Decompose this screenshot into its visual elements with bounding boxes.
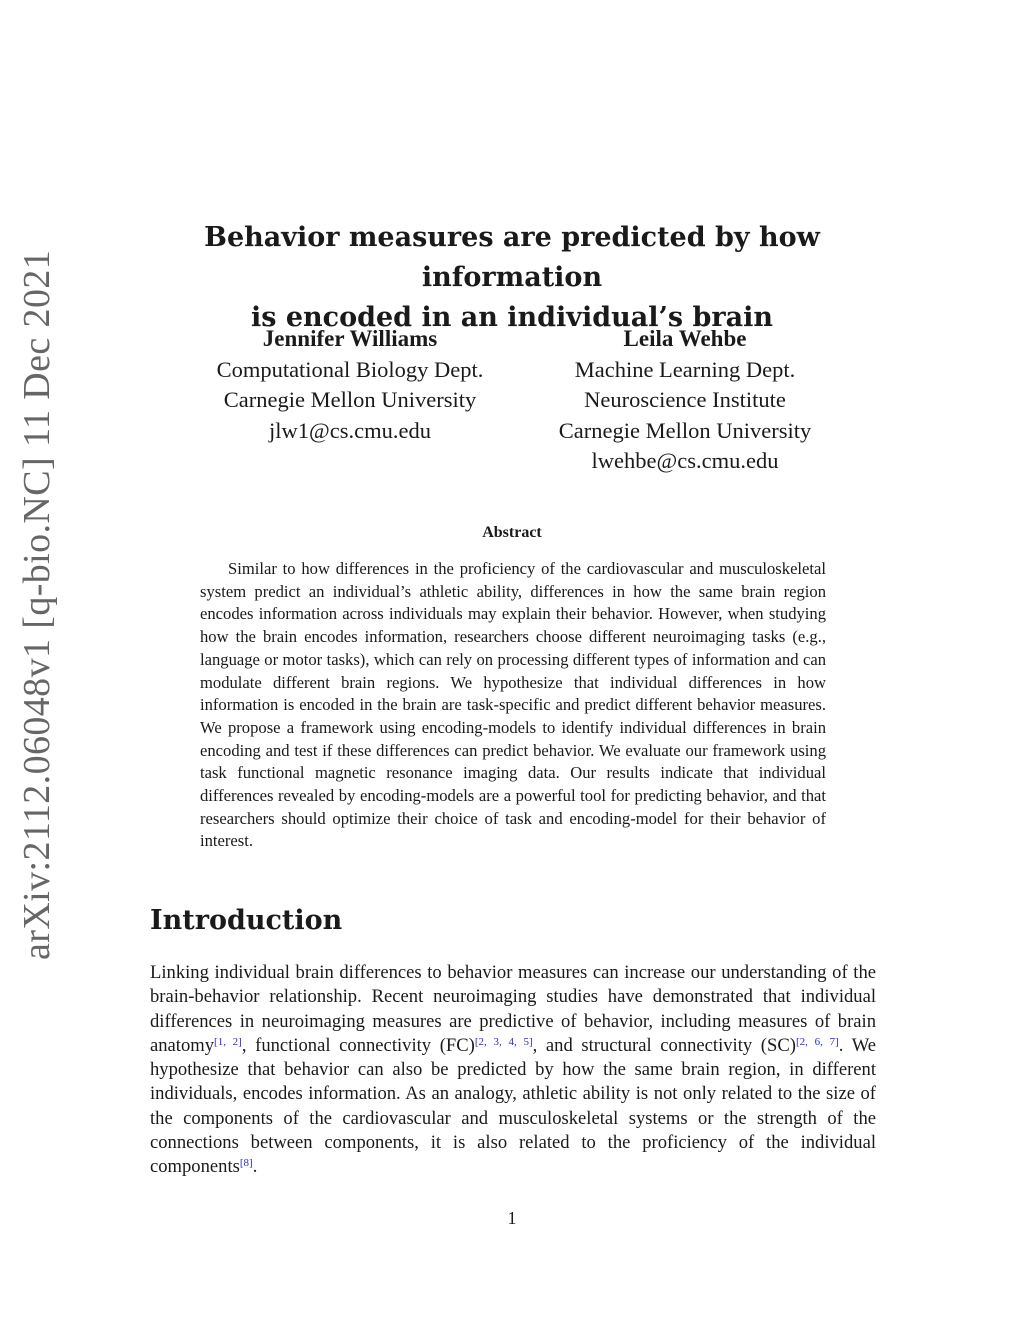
title-line-1: Behavior measures are predicted by how information [204, 222, 820, 293]
intro-text: . We hypothesize that behavior can also be predicted by how the same brain region, in different individuals, encodes information. As an analogy, athletic ability is not only related to the size of the components of the cardiovascular and musculoskeletal systems or the strength of the connections between components, it is also related to the proficiency of the individual components [150, 1034, 877, 1178]
section-heading-introduction: Introduction [150, 905, 343, 936]
introduction-paragraph [150, 961, 876, 1180]
author-email: jlw1@cs.cmu.edu [269, 417, 431, 443]
arxiv-stamp: arXiv:2112.06048v1 [q-bio.NC] 11 Dec 2021 [16, 249, 58, 960]
author-affiliation: Carnegie Mellon University [558, 417, 812, 443]
author-affiliation: Computational Biology Dept. [216, 356, 484, 382]
author-name: Jennifer Williams [262, 326, 438, 351]
author-affiliation: Carnegie Mellon University [223, 387, 477, 412]
citation-link[interactable]: [2, 3, 4, 5] [474, 1035, 533, 1048]
intro-text: , and structural connectivity (SC) [532, 1034, 796, 1056]
citation-link[interactable]: [1, 2] [214, 1035, 242, 1048]
citation-link[interactable]: [8] [239, 1157, 253, 1170]
author-name: Leila Wehbe [623, 326, 747, 351]
paper-title [130, 218, 894, 338]
abstract-heading: Abstract [482, 524, 542, 541]
author-block-2 [525, 324, 845, 477]
page-number: 1 [507, 1208, 517, 1228]
title-line-2: is encoded in an individual’s brain [251, 302, 773, 333]
author-affiliation: Machine Learning Dept. [574, 356, 796, 382]
author-affiliation: Neuroscience Institute [584, 387, 786, 412]
citation-link[interactable]: [2, 6, 7] [795, 1035, 839, 1048]
intro-text: Linking individual brain differences to behavior measures can increase our understanding of the brain-behavior relationship. Recent neuroimaging studies have demonstrated that individual differences in neuroimaging measures are predictive of behavior, including measures of brain anatomy [150, 962, 876, 1056]
author-email: lwehbe@cs.cmu.edu [591, 448, 779, 473]
abstract-text: Similar to how differences in the proficiency of the cardiovascular and musculoskeletal system predict an individual’s athletic ability, differences in how the same brain region encodes information across individuals may explain their behavior. However, when studying how the brain encodes information, researchers choose different neuroimaging tasks (e.g., language or motor tasks), which can rely on processing different types of information and can modulate different brain regions. We hypothesize that individual differences in how information is encoded in the brain are task-specific and predict different behavior measures. We propose a framework using encoding-models to identify individual differences in brain encoding and test if these differences can predict behavior. We evaluate our framework using task functional magnetic resonance imaging data. Our results indicate that individual differences revealed by encoding-models are a powerful tool for predicting behavior, and that researchers should optimize their choice of task and encoding-model for their behavior of interest. [200, 559, 826, 851]
author-block-1 [190, 324, 510, 446]
intro-text: , functional connectivity (FC) [241, 1034, 475, 1056]
intro-text: . [252, 1156, 258, 1178]
